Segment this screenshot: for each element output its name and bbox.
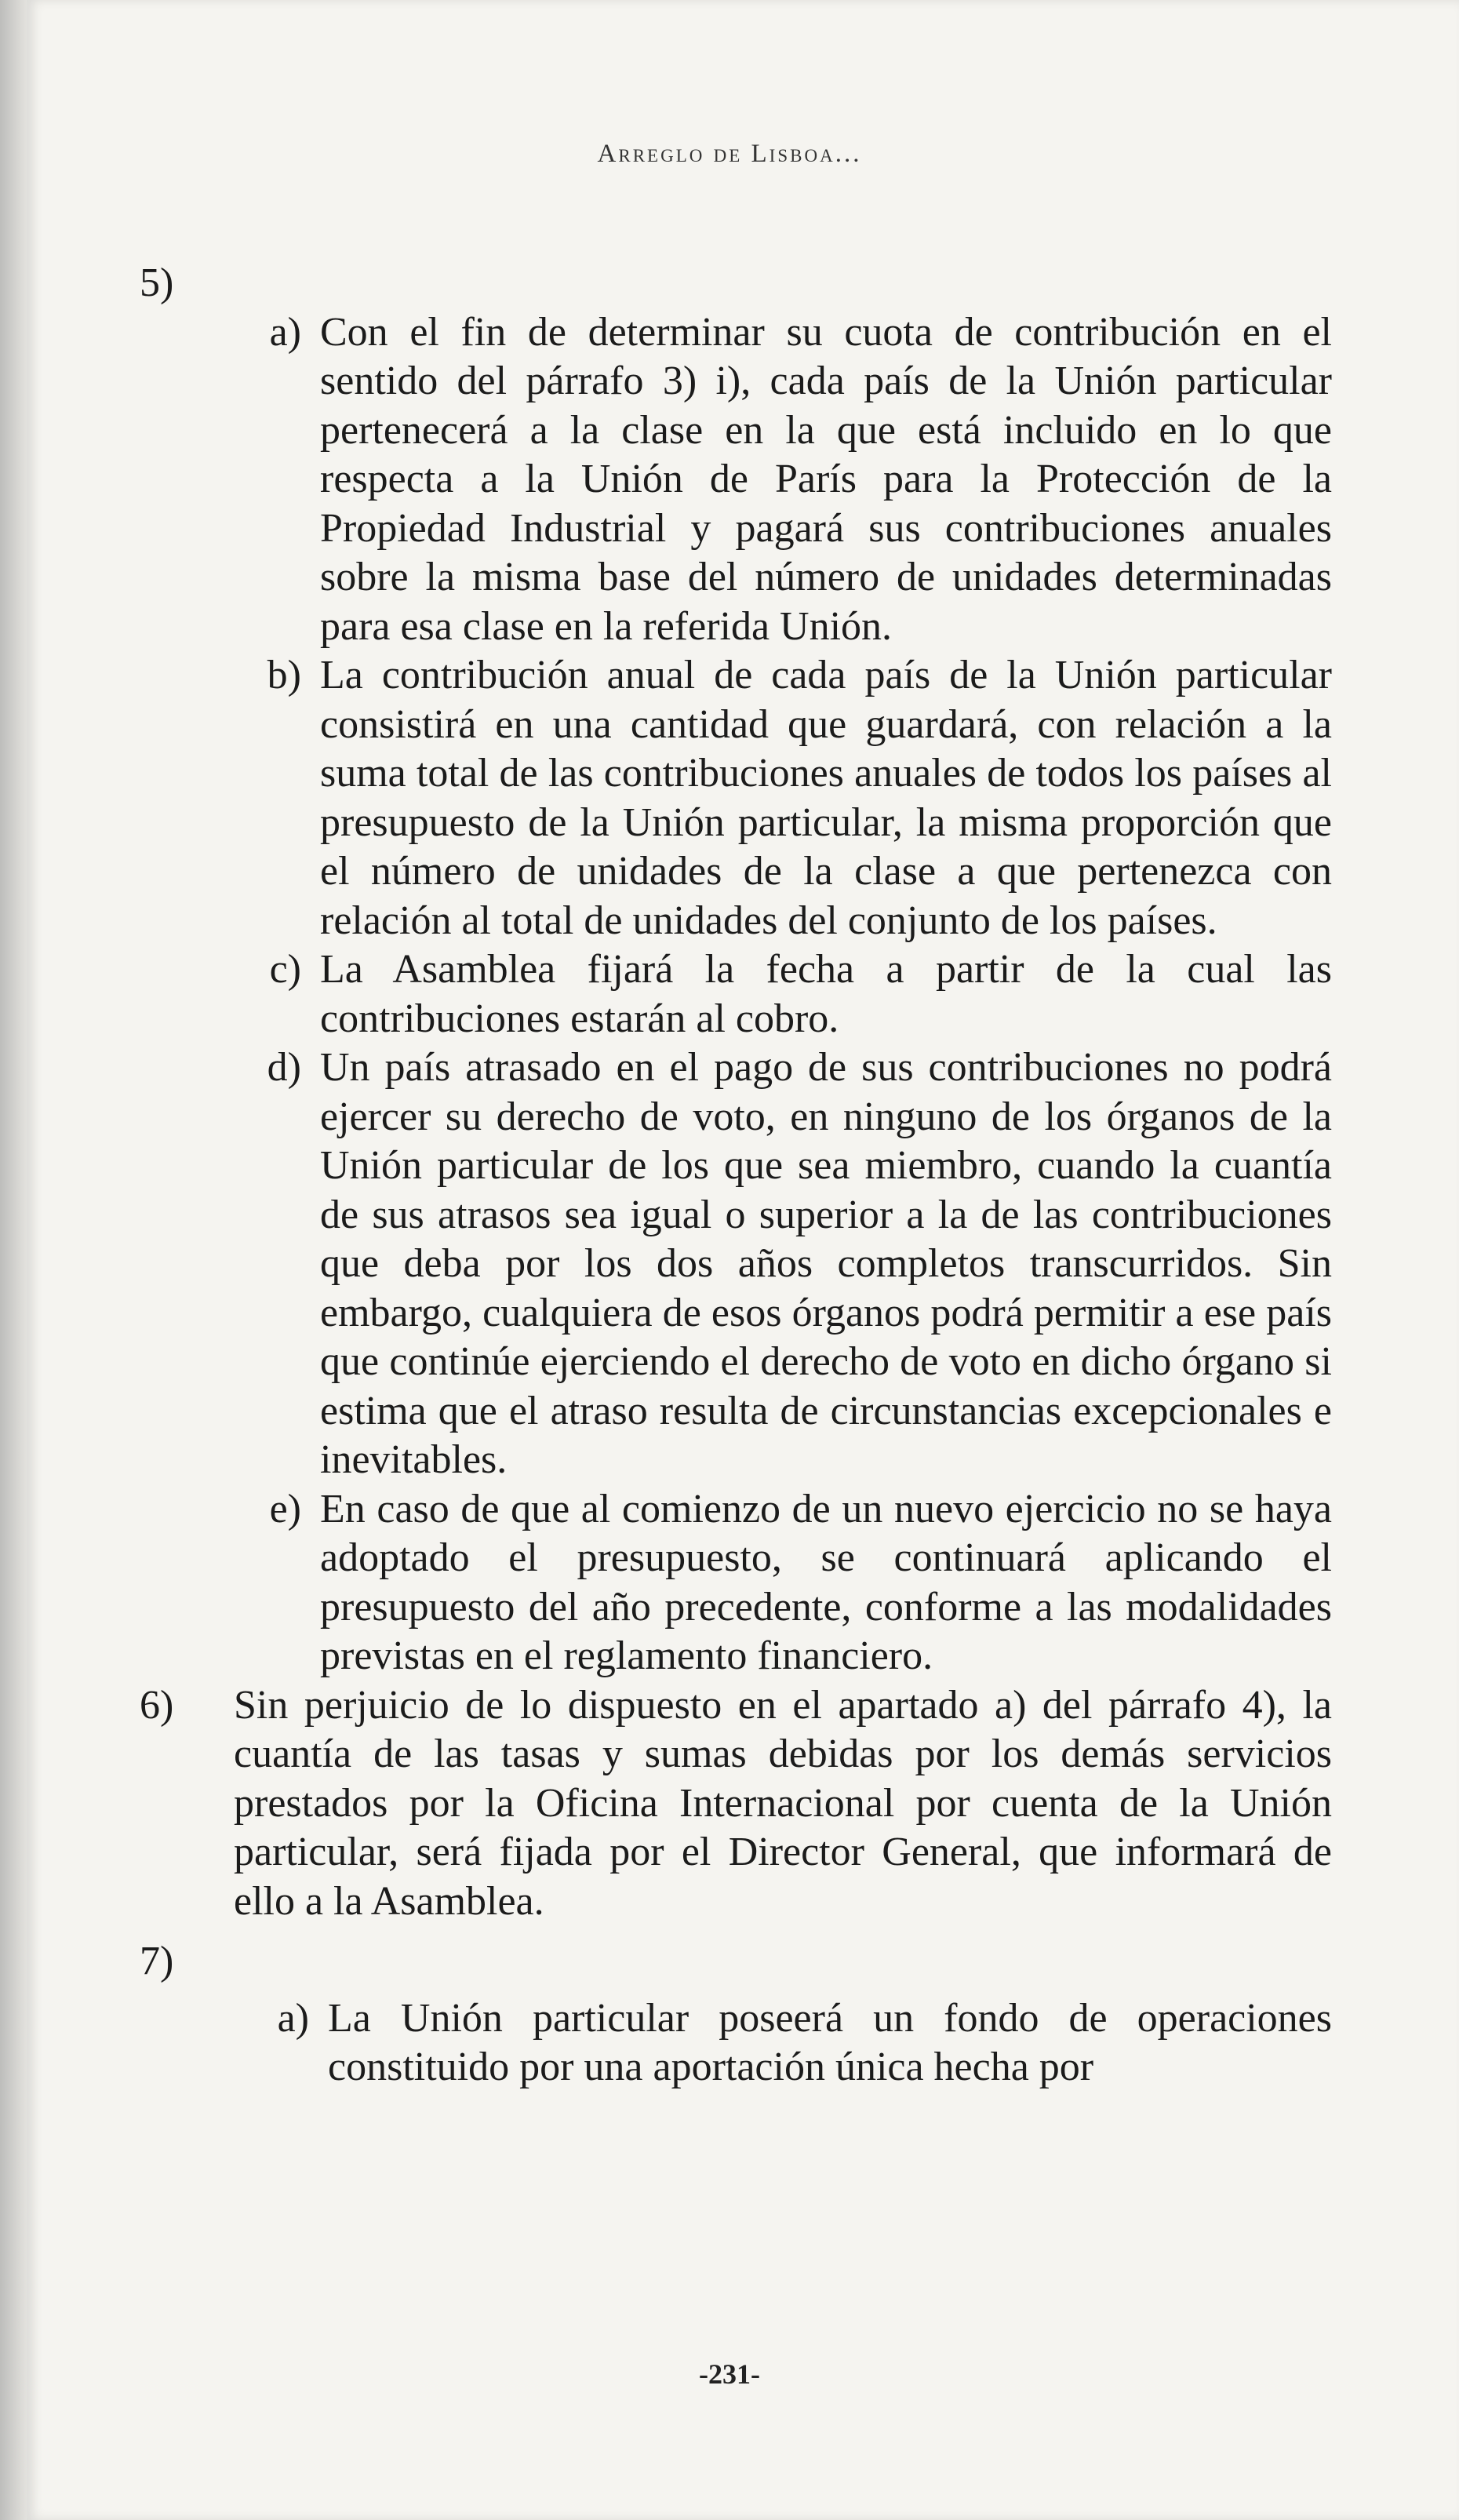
paragraph-text: Sin perjuicio de lo dispuesto en el apartado a) del párrafo 4), la cuantía de las tasas y sumas debidas por los demás servicios prestados por la Oficina Internacional por cuenta de la Unión particular, será fijada por el Director General, que informará de ello a la Asamblea. bbox=[234, 1682, 1332, 1924]
paragraph-7 bbox=[140, 1937, 1332, 2092]
sub-item-label: c) bbox=[269, 947, 301, 992]
sub-item-text: La Unión particular poseerá un fondo de operaciones constituido por una aportación única hecha por bbox=[328, 1995, 1332, 2089]
document-body bbox=[140, 259, 1332, 2092]
paragraph-number: 6) bbox=[140, 1682, 174, 1728]
sub-item-label: d) bbox=[267, 1045, 301, 1090]
sub-item-label: b) bbox=[267, 653, 301, 697]
sub-item-text: La Asamblea fijará la fecha a partir de la cual las contribuciones estarán al cobro. bbox=[320, 947, 1332, 1041]
sub-item-7a bbox=[242, 1994, 1332, 2092]
page-number: -231- bbox=[699, 2358, 760, 2390]
sub-item-label: e) bbox=[269, 1486, 301, 1531]
sub-item-text: La contribución anual de cada país de la Unión particular consistirá en una cantidad que guardará, con relación a la suma total de las contribuciones anuales de todos los países al presupuesto de la Unión particular, la misma proporción que el número de unidades de la clase a que pertenezca con relación al total de unidades del conjunto de los países. bbox=[320, 653, 1332, 943]
sub-item-5e bbox=[234, 1485, 1332, 1681]
sub-item-label: a) bbox=[277, 1995, 309, 2041]
scan-edge bbox=[0, 0, 27, 2520]
running-header: Arreglo de Lisboa... bbox=[597, 140, 862, 168]
paragraph-number: 5) bbox=[140, 260, 174, 305]
sub-item-5b bbox=[234, 651, 1332, 945]
sub-item-text: Un país atrasado en el pago de sus contribuciones no podrá ejercer su derecho de voto, en ninguno de los órganos de la Unión particular de los que sea miembro, cuando la cuantía de sus atrasos sea igual o superior a la de las contribuciones que deba por los dos años completos transcurridos. Sin embargo, cualquiera de esos órganos podrá permitir a ese país que continúe ejerciendo el derecho de voto en dicho órgano si estima que el atraso resulta de circunstancias excepcionales e inevitables. bbox=[320, 1045, 1332, 1482]
sub-item-text: En caso de que al comienzo de un nuevo ejercicio no se haya adoptado el presupuesto, se continuará aplicando el presupuesto del año precedente, conforme a las modalidades previstas en el reglamento financiero. bbox=[320, 1486, 1332, 1678]
paragraph-number: 7) bbox=[140, 1939, 174, 1983]
sub-item-5d bbox=[234, 1043, 1332, 1485]
sub-item-5a bbox=[234, 308, 1332, 652]
paragraph-5 bbox=[140, 259, 1332, 1681]
paragraph-6 bbox=[140, 1681, 1332, 1927]
sub-item-text: Con el fin de determinar su cuota de contribución en el sentido del párrafo 3) i), cada país de la Unión particular pertenecerá a la clase en la que está incluido en lo que respecta a la Unión de París para la Protección de la Propiedad Industrial y pagará sus contribuciones anuales sobre la misma base del número de unidades determinadas para esa clase en la referida Unión. bbox=[320, 309, 1332, 649]
sub-item-label: a) bbox=[269, 309, 301, 355]
sub-item-5c bbox=[234, 945, 1332, 1043]
